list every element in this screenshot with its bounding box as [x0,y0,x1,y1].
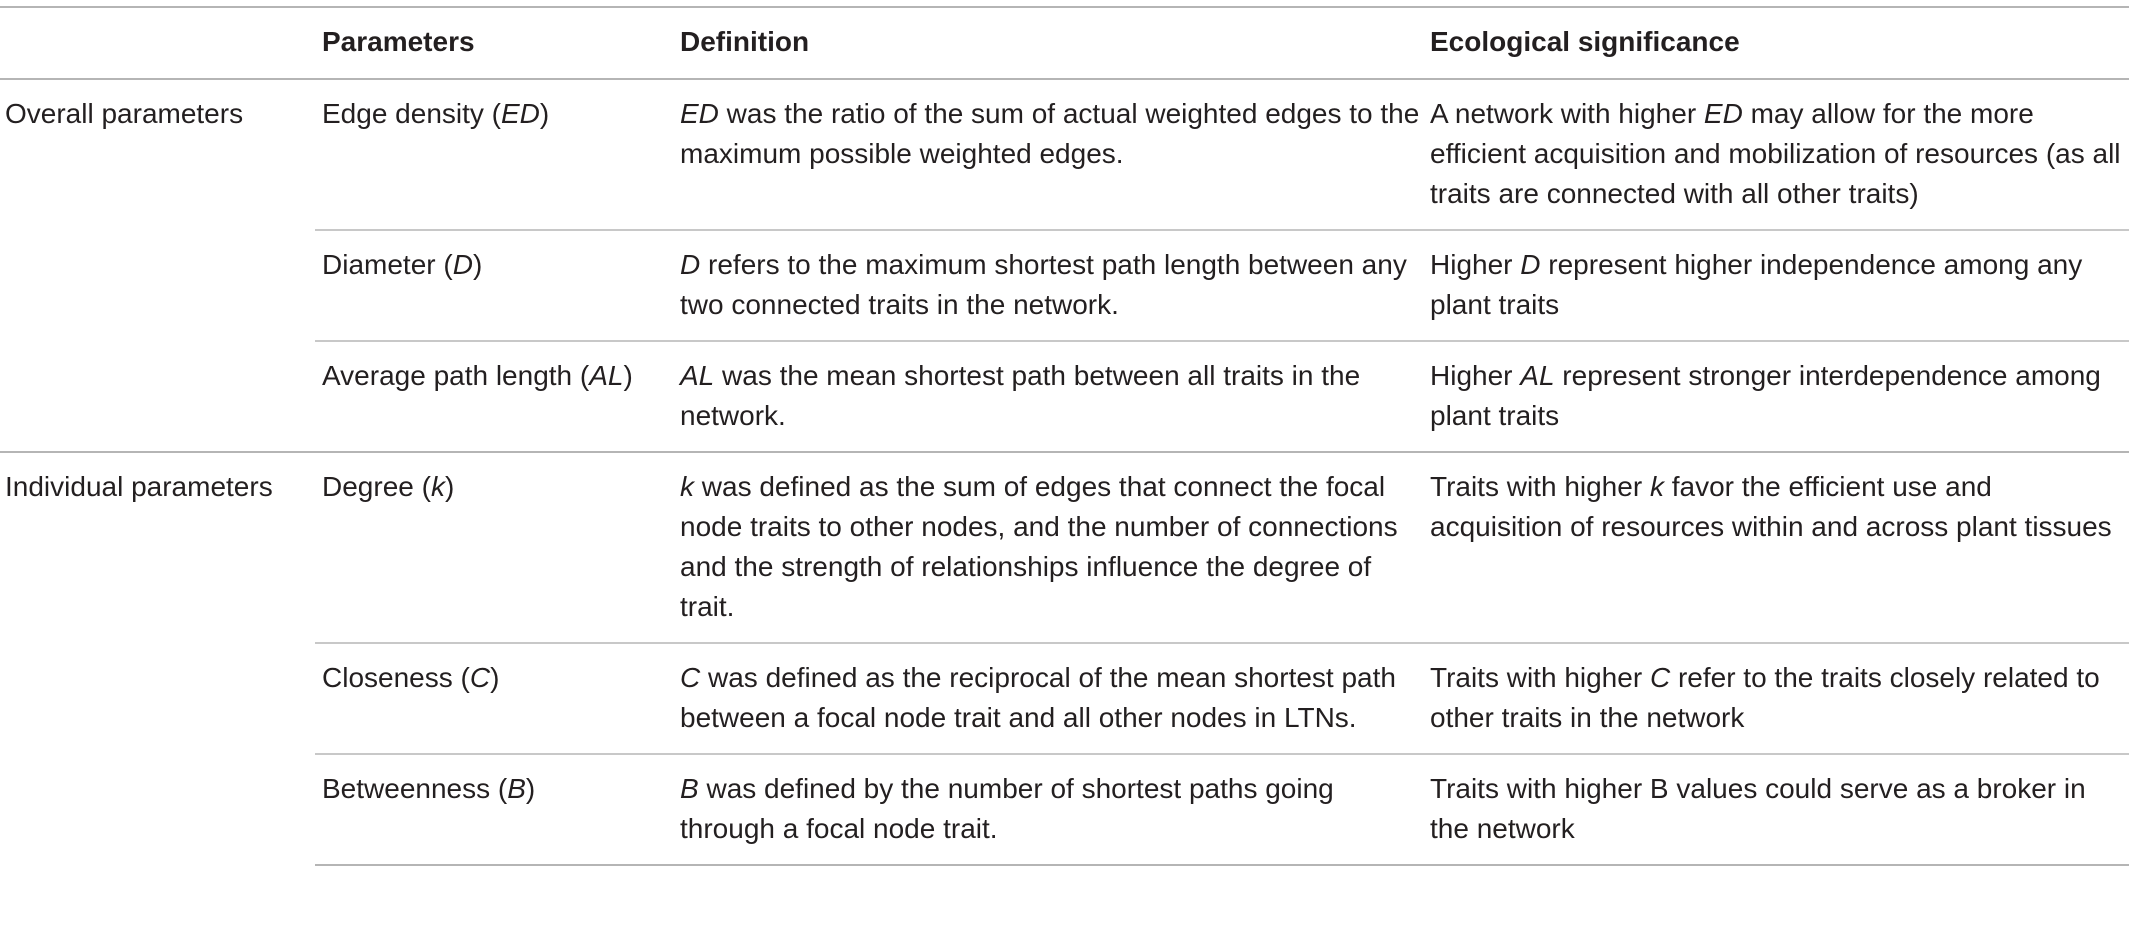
parameter-definition: AL was the mean shortest path between all traits in the network. [673,341,1423,452]
network-parameters-table [0,6,2129,866]
header-row [0,7,2129,79]
parameter-definition: B was defined by the number of shortest paths going through a focal node trait. [673,754,1423,865]
parameter-name: Degree (k) [315,452,673,643]
ecological-significance: Traits with higher C refer to the traits closely related to other traits in the network [1423,643,2129,754]
ecological-significance: A network with higher ED may allow for the more efficient acquisition and mobilization of resources (as all traits are connected with all other traits) [1423,79,2129,230]
parameter-name: Average path length (AL) [315,341,673,452]
table-body [0,79,2129,865]
parameter-definition: D refers to the maximum shortest path length between any two connected traits in the network. [673,230,1423,341]
table-row [0,643,2129,754]
ecological-significance: Traits with higher B values could serve as a broker in the network [1423,754,2129,865]
ecological-significance: Higher AL represent stronger interdependence among plant traits [1423,341,2129,452]
parameter-definition: C was defined as the reciprocal of the mean shortest path between a focal node trait and all other nodes in LTNs. [673,643,1423,754]
group-label: Overall parameters [0,79,315,452]
table-row [0,754,2129,865]
parameter-name: Closeness (C) [315,643,673,754]
ecological-significance: Higher D represent higher independence among any plant traits [1423,230,2129,341]
table-row [0,79,2129,230]
table-row [0,230,2129,341]
parameter-name: Edge density (ED) [315,79,673,230]
ecological-significance: Traits with higher k favor the efficient use and acquisition of resources within and across plant tissues [1423,452,2129,643]
header-ecological-significance: Ecological significance [1430,26,1740,57]
parameter-name: Betweenness (B) [315,754,673,865]
header-group [0,7,315,79]
parameter-definition: k was defined as the sum of edges that connect the focal node traits to other nodes, and the number of connections and the strength of relationships influence the degree of trait. [673,452,1423,643]
table-header [0,7,2129,79]
group-label: Individual parameters [0,452,315,865]
parameter-definition: ED was the ratio of the sum of actual weighted edges to the maximum possible weighted edges. [673,79,1423,230]
table-row [0,341,2129,452]
header-parameters: Parameters [322,26,475,57]
parameter-name: Diameter (D) [315,230,673,341]
table-row [0,452,2129,643]
header-definition: Definition [680,26,810,57]
